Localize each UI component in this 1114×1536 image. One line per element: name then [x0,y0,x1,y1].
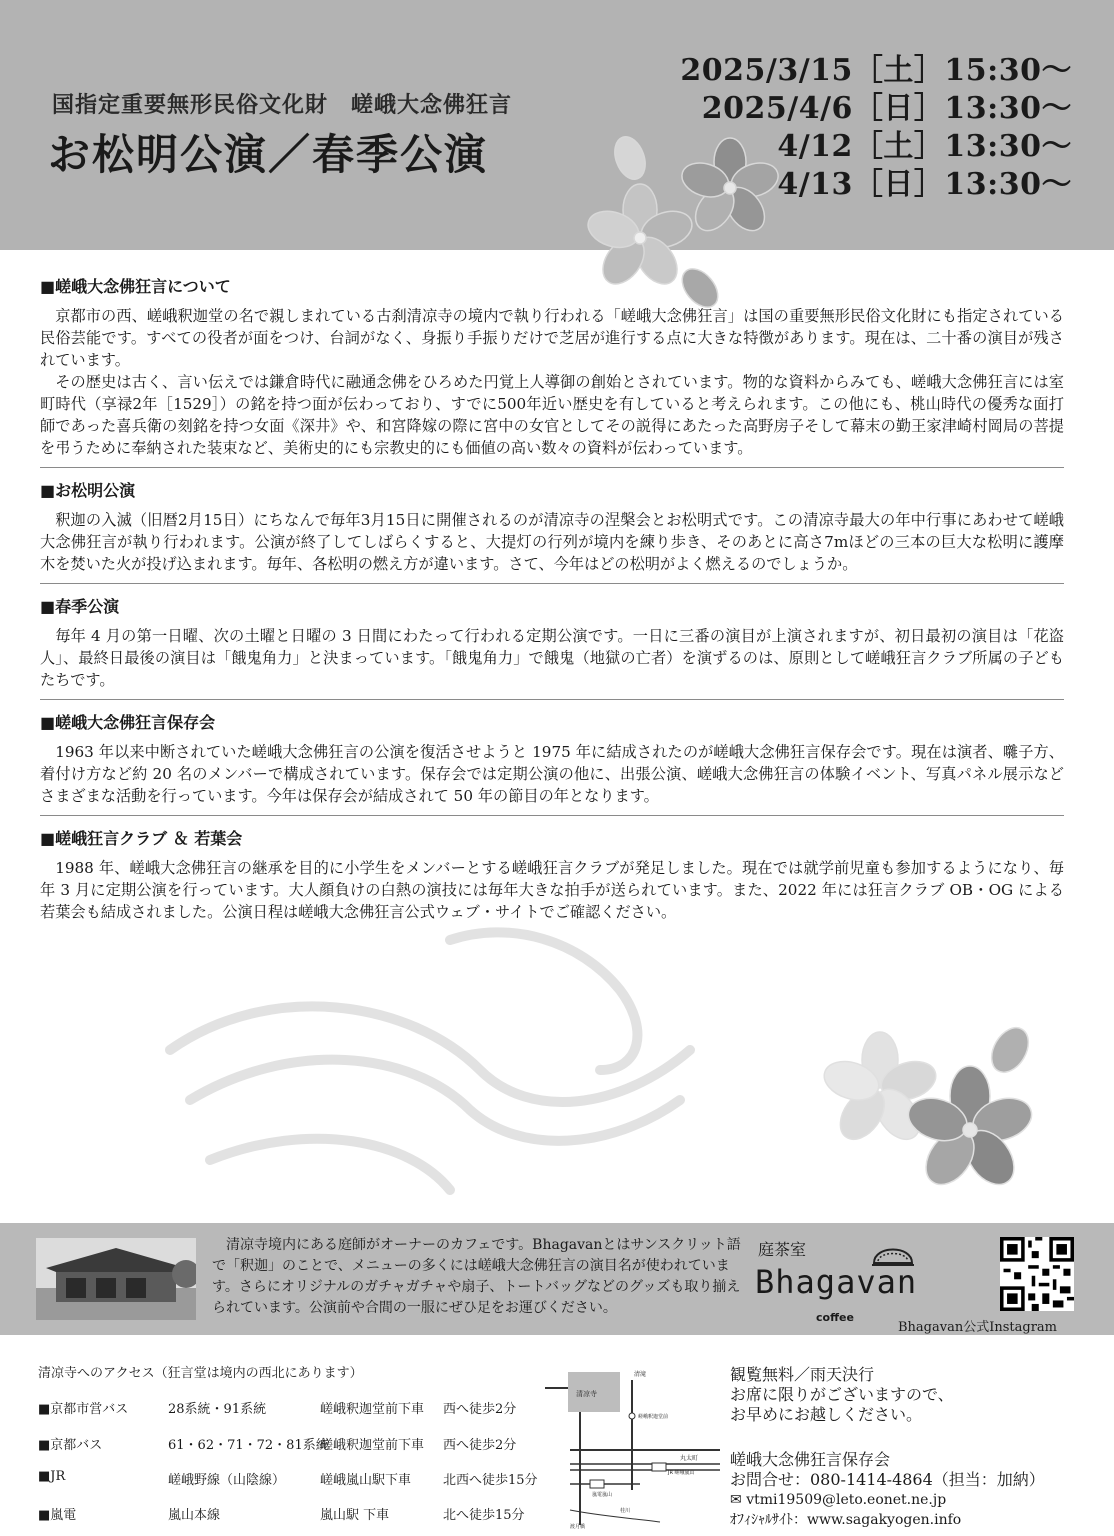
map-label: JR 嵯峨嵐山 [668,1470,695,1476]
instagram-label: Bhagavan公式Instagram [898,1320,1057,1335]
water-swirl-icon [150,900,710,1220]
map-label: 清凉寺 [576,1390,597,1398]
access-title: 清凉寺へのアクセス（狂言堂は境内の西北にあります） [38,1366,363,1381]
header-subtitle: 国指定重要無形民俗文化財 嵯峨大念佛狂言 [52,92,513,118]
access-line: 嵯峨野線（山陰線） [168,1473,286,1488]
contact-email[interactable] [730,1490,1045,1510]
section-paragraph: 1963 年以来中断されていた嵯峨大念佛狂言の公演を復活させようと 1975 年に結成されたのが嵯峨大念佛狂言保存会です。現在は演者、囃子方、着付け方など約 20 名のメンバーで構成されています。保存会では定期公演の他に、出張公演、嵯峨大念佛狂言の体験イベント、写真パネル展示などさまざまな活動を行っています。今年は保存会が結成されて 50 年の節目の年となります。 [40,743,1064,805]
section-paragraph: 釈迦の入滅（旧暦2月15日）にちなんで毎年3月15日に開催されるのが清凉寺の涅槃会とお松明式です。この清凉寺最大の年中行事にあわせて嵯峨大念佛狂言が執り行われます。公演が終了してしばらくすると、大提灯の行列が境内を練り歩き、そのあとに高さ7mほどの三本の巨大な松明に護摩木を焚いた火が投げ込まれます。毎年、各松明の燃え方が違います。さて、今年はどの松明がよく燃えるのでしょうか。 [40,511,1064,573]
access-mode: ■京都市営バス [38,1402,129,1417]
section-paragraph: その歴史は古く、言い伝えでは鎌倉時代に融通念佛をひろめた円覚上人導御の創始とされています。物的な資料からみても、嵯峨大念佛狂言には室町時代（享禄2年［1529］）の銘を持つ面が伝わっており、すでに500年近い歴史を有していると考えられます。この他にも、桃山時代の優秀な面打師であった喜兵衛の刻銘を持つ女面《深井》や、和宮降嫁の際に宮中の女官としてその説得にあたった高野房子そして幕末の勤王家津崎村岡局の菩提を弔うために奉納された装束など、美術史的にも宗教史的にも価値の高い数々の資料が伝わっています。 [40,373,1064,457]
section-title: ■お松明公演 [40,481,136,500]
section-title: ■春季公演 [40,597,120,616]
cafe-banner [0,1223,1114,1335]
email-text: vtmi19509@leto.eonet.ne.jp [746,1492,947,1508]
access-mode: ■JR [38,1469,66,1484]
access-stop: 嵐山駅 下車 [320,1508,390,1523]
header-band [0,0,1114,250]
section-paragraph: 1988 年、嵯峨大念佛狂言の継承を目的に小学生をメンバーとする嵯峨狂言クラブが発足しました。現在では就学前児童も参加するようになり、毎年 3 月に定期公演を行っています。大人顔負けの白熱の演技には毎年大きな拍手が送られています。また、2022 年には狂言クラブ OB・OG による若葉会も結成されました。公演日程は嵯峨大念佛狂言公式ウェブ・サイトでご確認ください。 [40,859,1064,921]
contact-phone: お問合せ：080-1414-4864（担当：加納） [730,1470,1045,1489]
access-walk: 北西へ徒歩15分 [443,1473,538,1488]
cafe-label: 庭茶室 [758,1240,807,1259]
official-site-link[interactable]: ｵﾌｨｼｬﾙｻｲﾄ：www.sagakyogen.info [730,1512,962,1528]
access-mode: ■嵐電 [38,1508,77,1523]
access-row [38,1504,558,1524]
cafe-description: 清凉寺境内にある庭師がオーナーのカフェです。Bhagavanとはサンスクリット語で「釈迦」のことで、メニューの多くには嵯峨大念佛狂言の演目名が使われています。さらにオリジナルのガチャガチャや扇子、トートバッグなどのグッズも取り揃えられています。公演前や合間の一服にぜひ足をお運びください。 [212,1237,741,1316]
section-paragraph: 京都市の西、嵯峨釈迦堂の名で親しまれている古刹清凉寺の境内で執り行われる「嵯峨大念佛狂言」は国の重要無形民俗文化財にも指定されている民俗芸能です。すべての役者が面をつけ、台詞がなく、身振り手振りだけで芝居が進行する点に大きな特徴があります。現在は、二十番の演目が残されています。 [40,307,1064,369]
section-spring [40,594,1064,700]
access-line: 61・62・71・72・81系統 [168,1438,329,1453]
access-line: 28系統・91系統 [168,1402,267,1417]
page-title: お松明公演／春季公演 [48,130,489,179]
cherry-blossom-icon [820,1020,1060,1220]
section-otaimatsu [40,478,1064,584]
date-line: 4/12［土］13:30〜 [777,129,1072,164]
access-walk: 西へ徒歩2分 [443,1402,517,1417]
info-line: 観覧無料／雨天決行 [730,1365,875,1384]
section-title: ■嵯峨狂言クラブ ＆ 若葉会 [40,829,243,848]
section-preservation [40,710,1064,816]
date-line: 4/13［日］13:30〜 [777,167,1072,202]
map-label: 桂川 [620,1508,631,1514]
admission-info [730,1365,954,1425]
access-mode: ■京都バス [38,1438,103,1453]
access-walk: 北へ徒歩15分 [443,1508,525,1523]
map-label: 渡月橋 [570,1524,586,1530]
access-stop: 嵯峨釈迦堂前下車 [320,1438,425,1453]
cafe-sub: coffee [816,1311,854,1324]
info-line: お席に限りがございますので、 [730,1385,954,1404]
access-stop: 嵯峨嵐山駅下車 [320,1473,412,1488]
map-label: 嵐電嵐山 [592,1492,613,1498]
org-name: 嵯峨大念佛狂言保存会 [730,1450,891,1469]
access-stop: 嵯峨釈迦堂前下車 [320,1402,425,1417]
map-label: 清滝 [634,1371,647,1378]
info-line: お早めにお越しください。 [730,1405,923,1424]
access-line: 嵐山本線 [168,1508,221,1523]
date-line: 2025/3/15［土］15:30〜 [680,53,1072,88]
access-row [38,1434,558,1454]
access-walk: 西へ徒歩2分 [443,1438,517,1453]
qr-code-icon[interactable] [1000,1237,1074,1311]
cafe-name: Bhagavan [755,1263,918,1301]
section-title: ■嵯峨大念佛狂言について [40,277,231,296]
section-paragraph: 毎年 4 月の第一日曜、次の土曜と日曜の 3 日間にわたって行われる定期公演です。一日に三番の演目が上演されますが、初日最初の演目は「花盗人」、最終日最後の演目は「餓鬼角力」と決まっています。「餓鬼角力」で餓鬼（地獄の亡者）を演ずるのは、原則として嵯峨狂言クラブ所属の子どもたちです。 [40,627,1064,689]
cafe-photo [36,1238,196,1320]
access-map [540,1360,720,1530]
contact-info [730,1450,1045,1530]
section-title: ■嵯峨大念佛狂言保存会 [40,713,216,732]
access-row [38,1469,558,1489]
main-content [40,268,1064,941]
map-label: 丸太町 [680,1455,699,1462]
mail-icon: ✉ [730,1492,742,1508]
date-line: 2025/4/6［日］13:30〜 [701,91,1072,126]
map-label: 嵯峨釈迦堂前 [638,1414,669,1420]
access-row [38,1398,558,1418]
section-about [40,274,1064,468]
